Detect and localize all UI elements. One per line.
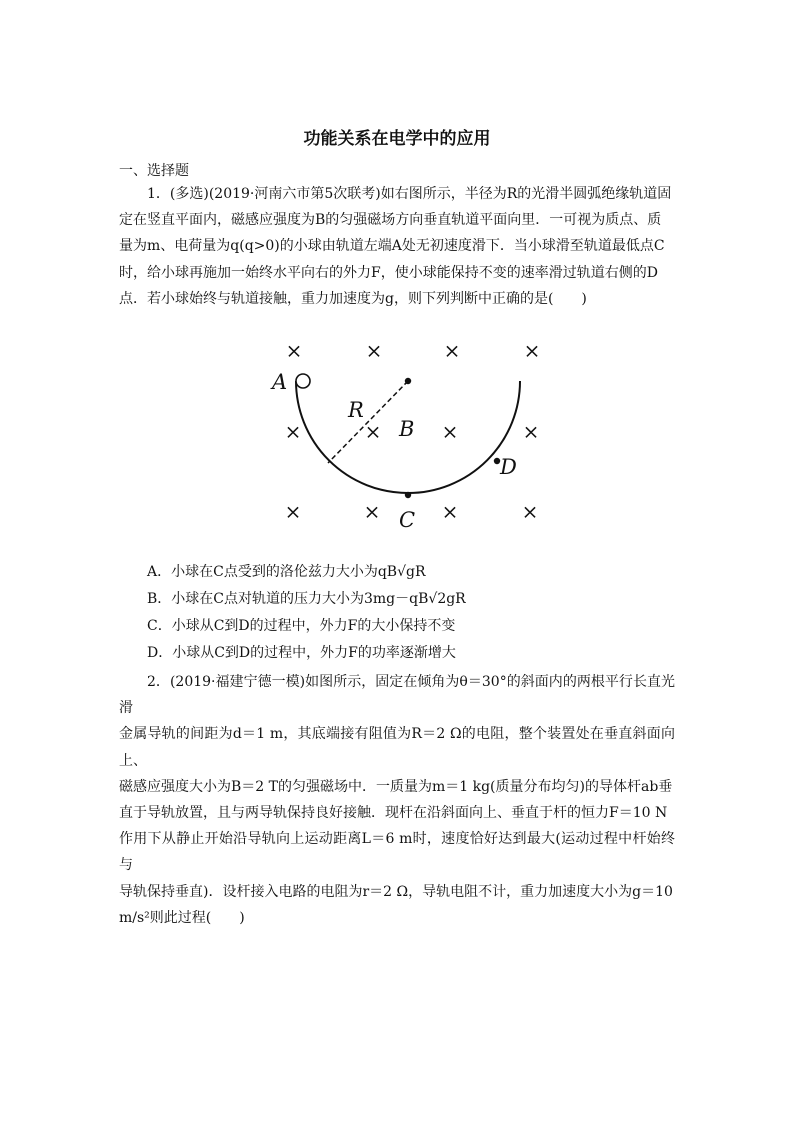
magnetic-field-cross: × <box>443 338 461 363</box>
q1-line-5: 点．若小球始终与轨道接触，重力加速度为g，则下列判断中正确的是( ) <box>119 290 587 307</box>
section-heading: 一、选择题 <box>119 163 189 179</box>
magnetic-field-cross: × <box>522 419 540 444</box>
q1-line-2: 定在竖直平面内，磁感应强度为B的匀强磁场方向垂直轨道平面向里．一可视为质点、质 <box>119 212 662 229</box>
magnetic-field-cross: × <box>284 499 302 524</box>
q2-line-1: 2．(2019·福建宁德一模)如图所示，固定在倾角为θ＝30°的斜面内的两根平行长直光滑 <box>119 674 675 717</box>
q2-line-2: 金属导轨的间距为d＝1 m，其底端接有阻值为R＝2 Ω的电阻，整个装置处在垂直斜面向上、 <box>119 726 675 769</box>
label-A: A <box>272 370 288 394</box>
label-C: C <box>399 508 416 532</box>
q2-line-5: 作用下从静止开始沿导轨向上运动距离L＝6 m时，速度恰好达到最大(运动过程中杆始终与 <box>119 831 675 874</box>
q1-line-1: 1．(多选)(2019·河南六市第5次联考)如右图所示，半径为R的光滑半圆弧绝缘轨道固 <box>147 186 672 202</box>
semicircle-track-figure <box>260 338 560 538</box>
label-R: R <box>348 398 364 422</box>
q2-line-7: m/s²则此过程( ) <box>119 909 245 926</box>
q1-line-3: 量为m、电荷量为q(q>0)的小球由轨道左端A处无初速度滑下．当小球滑至轨道最低点C <box>119 238 665 255</box>
magnetic-field-cross: × <box>441 499 459 524</box>
q1-line-4: 时，给小球再施加一始终水平向右的外力F，使小球能保持不变的速率滑过轨道右侧的D <box>119 264 658 281</box>
magnetic-field-cross: × <box>365 338 383 363</box>
magnetic-field-cross: × <box>285 338 303 363</box>
label-B: B <box>399 417 415 441</box>
question-2-stem <box>119 669 675 931</box>
magnetic-field-cross: × <box>441 419 459 444</box>
point-C-dot <box>405 492 411 498</box>
question-1-stem <box>119 181 675 312</box>
magnetic-field-cross: × <box>364 419 382 444</box>
option-c: C．小球从C到D的过程中，外力F的大小保持不变 <box>147 618 456 634</box>
magnetic-field-cross: × <box>363 499 381 524</box>
option-b: B．小球在C点对轨道的压力大小为3mg－qB√2gR <box>147 591 466 607</box>
ball-at-A <box>296 374 310 388</box>
q2-line-3: 磁感应强度大小为B＝2 T的匀强磁场中．一质量为m＝1 kg(质量分布均匀)的导体杆ab垂 <box>119 778 673 795</box>
q2-line-4: 直于导轨放置，且与两导轨保持良好接触．现杆在沿斜面向上、垂直于杆的恒力F＝10 N <box>119 805 668 822</box>
magnetic-field-cross: × <box>523 338 541 363</box>
q2-line-6: 导轨保持垂直)．设杆接入电路的电阻为r＝2 Ω，导轨电阻不计，重力加速度大小为g＝10 <box>119 883 673 900</box>
magnetic-field-cross: × <box>284 419 302 444</box>
option-d: D．小球从C到D的过程中，外力F的功率逐渐增大 <box>147 645 456 661</box>
radius-line <box>328 381 408 463</box>
label-D: D <box>500 455 517 479</box>
page-title: 功能关系在电学中的应用 <box>303 129 491 149</box>
option-a: A．小球在C点受到的洛伦兹力大小为qB√gR <box>147 564 426 580</box>
magnetic-field-cross: × <box>521 499 539 524</box>
